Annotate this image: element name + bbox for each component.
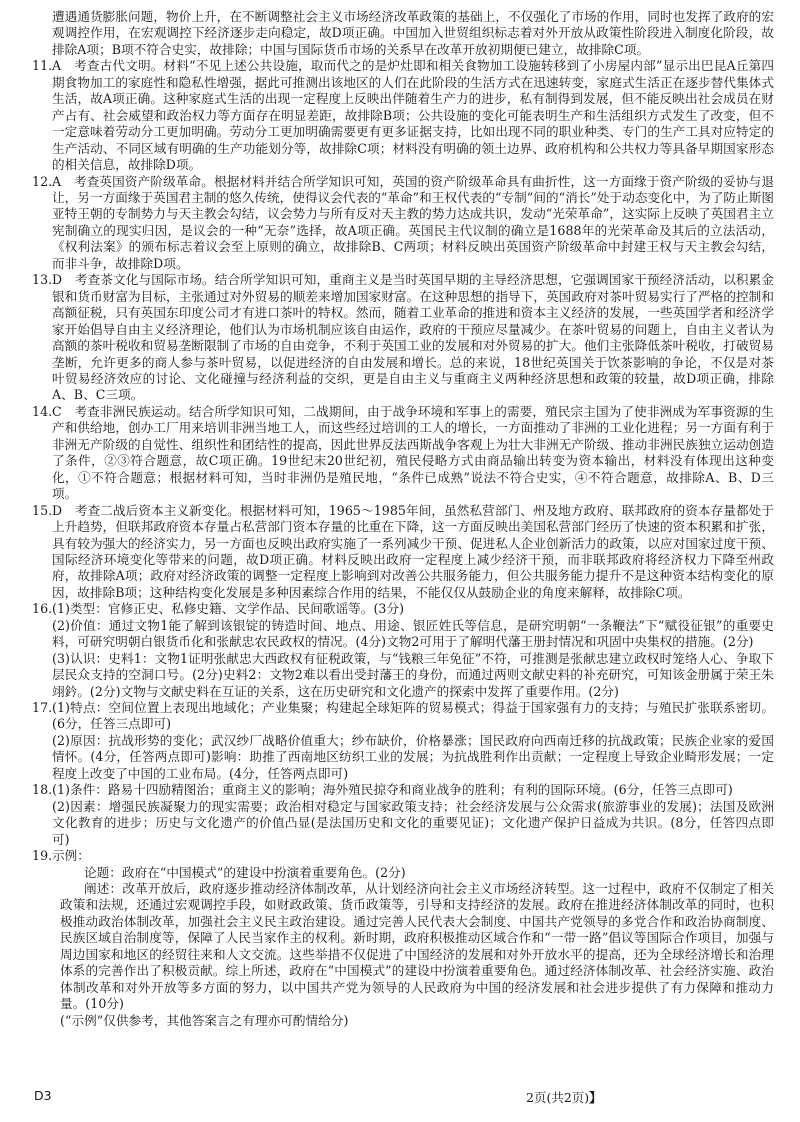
page-number [526, 1088, 602, 1106]
answer-15 [32, 503, 774, 602]
answer-text: A 考查英国资产阶级革命。根据材料并结合所学知识可知，英国的资产阶级革命具有曲折性，这一方面缘于资产阶级的妥协与退让，另一方面缘于英国君主制的悠久传统，使得议会代表的“革命”和王权代表的“专制”间的“消长”处于动态变化中，为了防止斯图亚特王朝的专制势力与天主教会勾结，议会势力与所有反对天主教的势力达成共识，发动“光荣革命”，这实际上反映了英国君主立宪制确立的现实归因，是议会的一种“无奈”选择，故A项正确。英国民主代议制的确立是1688年的光荣革命及其后的立法活动，《权利法案》的颁布标志着议会至上原则的确立，故排除B、C两项；材料反映出英国资产阶级革命中封建王权与天主教会勾结，而非斗争，故排除D项。 [52, 173, 774, 271]
answer-12 [32, 174, 774, 273]
answer-17-part-1: (1)特点：空间位置上表现出地域化；产业集聚；构建起全球矩阵的贸易模式；得益于国家强有力的支持；与殖民扩张联系密切。(6分，任答三点即可) [52, 700, 774, 732]
answer-16 [32, 601, 774, 700]
question-number: 19. [32, 848, 53, 864]
page-number-text: 2页(共2页) [526, 1090, 590, 1105]
answer-11 [32, 58, 774, 173]
answer-18 [32, 782, 774, 848]
question-number: 13. [32, 272, 53, 288]
continuation-paragraph: 遭遇通货膨胀问题，物价上升，在不断调整社会主义市场经济改革政策的基础上，不仅强化了市场的作用，同时也发挥了政府的宏观调控作用，在宏观调控下经济逐步走向稳定，故D项正确。中国加入世贸组织标志着对外开放从政策性阶段进入制度化阶段，故排除A项；B项不符合史实，故排除；中国与国际货币市场的关系早在改革开放初期便已建立，故排除C项。 [52, 9, 774, 57]
answer-17-part-2: (2)原因：抗战形势的变化；武汉纱厂战略价值重大；纱布缺价，价格暴涨；国民政府向西南迁移的抗战政策；民族企业家的爱国情怀。(4分，任答两点即可)影响：助推了西南地区纺织工业的发展；为抗战胜利作出贡献；一定程度上导致企业畸形发展；一定程度上改变了中国的工业布局。(4分，任答两点即可) [52, 732, 774, 781]
answer-14 [32, 404, 774, 503]
answer-text: D 考查茶文化与国际市场。结合所学知识可知，重商主义是当时英国早期的主导经济思想，它强调国家干预经济活动，以积累金银和货币财富为目标，主张通过对外贸易的顺差来增加国家财富。在这种思想的指导下，英国政府对茶叶贸易实行了严格的控制和高额征税，只有英国东印度公司才有进口茶叶的特权。然而，随着工业革命的推进和资本主义经济的发展，一些英国学者和经济学家开始倡导自由主义经济理论，他们认为市场机制应该自由运作，政府的干预应尽量减少。在茶叶贸易的问题上，自由主义者认为高额的茶叶税收和贸易垄断限制了市场的自由竞争，不利于英国工业的发展和对外贸易的扩大。他们主张降低茶叶税收，打破贸易垄断，允许更多的商人参与茶叶贸易，以促进经济的自由发展和增长。总的来说，18世纪英国关于饮茶影响的争论，不仅是对茶叶贸易经济效应的讨论、文化碰撞与经济利益的交织，更是自由主义与重商主义两种经济思想和政策的较量，故D项正确，排除A、B、C三项。 [52, 272, 774, 403]
answer-19 [32, 848, 774, 1029]
essay-body: 阐述：改革开放后，政府逐步推动经济体制改革，从计划经济向社会主义市场经济转型。这一过程中，政府不仅制定了相关政策和法规，还通过宏观调控手段，如财政政策、货币政策等，引导和支持经济的发展。政府在推进经济体制改革的同时，也积极推动政治体制改革，加强社会主义民主政治建设。通过完善人民代表大会制度、中国共产党领导的多党合作和政治协商制度、民族区域自治制度等，保障了人民当家作主的权利。新时期，政府积极推动区域合作和“一带一路”倡议等国际合作项目，加强与周边国家和地区的经贸往来和人文交流。这些举措不仅促进了中国经济的发展和对外开放水平的提高，还为全球经济增长和治理体系的完善作出了积极贡献。综上所述，政府在“中国模式”的建设中扮演着重要角色。通过经济体制改革、社会经济实施、政治体制改革和对外开放等多方面的努力，以中国共产党为领导的人民政府为中国的经济发展和社会进步提供了有力保障和推动力量。(10分) [60, 881, 774, 1012]
question-number: 15. [32, 502, 53, 518]
question-number: 17. [32, 700, 53, 716]
question-number: 18. [32, 782, 53, 798]
answer-17 [32, 700, 774, 782]
page-bracket: 】 [589, 1090, 602, 1105]
answer-text: D 考查二战后资本主义新变化。根据材料可知，1965～1985年间，虽然私营部门、州及地方政府、联邦政府的资本存量都处于上升趋势，但联邦政府资本存量占私营部门资本存量的比重在下降，这一方面反映出美国私营部门经历了快速的资本积累和扩张，具有较为强大的经济实力，另一方面也反映出政府实施了一系列减少干预、促进私人企业创新活力的政策，以应对国家过度干预、国际经济环境变化等带来的问题，故D项正确。材料反映出政府一定程度上减少经济干预，而非联邦政府将经济权力下降至州政府，故排除A项；政府对经济政策的调整一定程度上影响到对改善公共服务能力，但公共服务能力提升不是这种资本结构变化的原因，故排除B项；这种结构变化发展是多种因素综合作用的结果，不能仅仅从鼓励企业的角度来解释，故排除C项。 [52, 502, 774, 600]
answer-18-part-2: (2)因素：增强民族凝聚力的现实需要；政治相对稳定与国家政策支持；社会经济发展与公众需求(旅游事业的发展)；法国及欧洲文化教育的进步；历史与文化遗产的价值凸显(是法国历史和文化的重要见证)；文化遗产保护日益成为共识。(8分，任答四点即可) [52, 798, 774, 847]
question-number: 16. [32, 601, 53, 617]
answer-text: A 考查古代文明。材料“不见上述公共设施，取而代之的是炉灶即和相关食物加工设施转移到了小房屋内部”显示出巴昆A丘第四期食物加工的家庭性和隐私性增强，据此可推测出该地区的人们在此阶段的生活方式在迅速转变，家庭式生活正在逐步替代集体式生活，故A项正确。这种家庭式生活的出现一定程度上反映出伴随着生产力的进步，私有制得到发展，但不能反映出社会成员在财产占有、社会威望和政治权力等方面存在明显差距，故排除B项；公共设施的变化可能表明生产和生活组织方式发生了改变，但不一定意味着劳动分工更加明确。劳动分工更加明确需要更有更多证据支持，比如出现不同的职业种类、专门的生产工具对应特定的生产活动、不同区域有明确的生产功能划分等，故排除C项；材料没有明确的领土边界、政府机构和公共权力等具备早期国家形态的相关信息，故排除D项。 [52, 58, 774, 173]
question-number: 14. [32, 403, 53, 419]
question-number: 11. [32, 58, 53, 74]
answer-18-part-1: (1)条件：路易十四励精图治；重商主义的影响；海外殖民掠夺和商业战争的胜利；有利的国际环境。(6分，任答三点即可) [52, 782, 733, 798]
answer-16-part-2: (2)价值：通过文物1能了解到该银锭的铸造时间、地点、用途、银匠姓氏等信息，是研究明朝“一条鞭法”下“赋役征银”的重要史料，可研究明朝白银货币化和张献忠农民政权的情况。(4分)文物2可用于了解明代藩王册封情况和巩固中央集权的措施。(2分) [52, 617, 774, 650]
example-label: 示例： [52, 848, 90, 864]
answer-16-part-3: (3)认识：史料1：文物1证明张献忠大西政权有征税政策，与“钱粮三年免征”不符，可推测是张献忠建立政权时笼络人心、争取下层民众支持的空洞口号。(2分)史料2：文物2难以看出受封藩王的身份，而通过两则文献史料的补充研究，可知该金册属于荣王朱翊鈐。(2分)文物与文献史料在互证的关系，这在历史研究和文化遗产的探索中发挥了重要作用。(2分) [52, 650, 774, 699]
answer-13 [32, 272, 774, 404]
essay-thesis: 论题：政府在“中国模式”的建设中扮演着重要角色。(2分) [84, 864, 406, 880]
answer-16-part-1: (1)类型：官修正史、私修史籍、文学作品、民间歌谣等。(3分) [52, 601, 405, 617]
answer-key-page [32, 9, 774, 1029]
grading-note: (“示例”仅供参考，其他答案言之有理亦可酌情给分) [60, 1012, 349, 1028]
paper-code: D3 [34, 1088, 52, 1103]
answer-text: C 考查非洲民族运动。结合所学知识可知，二战期间，由于战争环境和军事上的需要，殖民宗主国为了使非洲成为军事资源的生产和供给地，创办工厂用来培训非洲当地工人，而这些经过培训的工人的增长，一方面推动了非洲的工业化进程；另一方面有利于非洲无产阶级的自觉性、组织性和团结性的提高，因此世界反法西斯战争客观上为壮大非洲无产阶级、推动非洲民族独立运动创造了条件，②③符合题意，故C项正确。19世纪末20世纪初，殖民侵略方式由商品输出转变为资本输出，材料没有体现出这种变化，①不符合题意；根据材料可知，当时非洲仍是殖民地，“条件已成熟”说法不符合史实，④不符合题意，故排除A、B、D三项。 [52, 403, 774, 502]
question-number: 12. [32, 173, 53, 189]
